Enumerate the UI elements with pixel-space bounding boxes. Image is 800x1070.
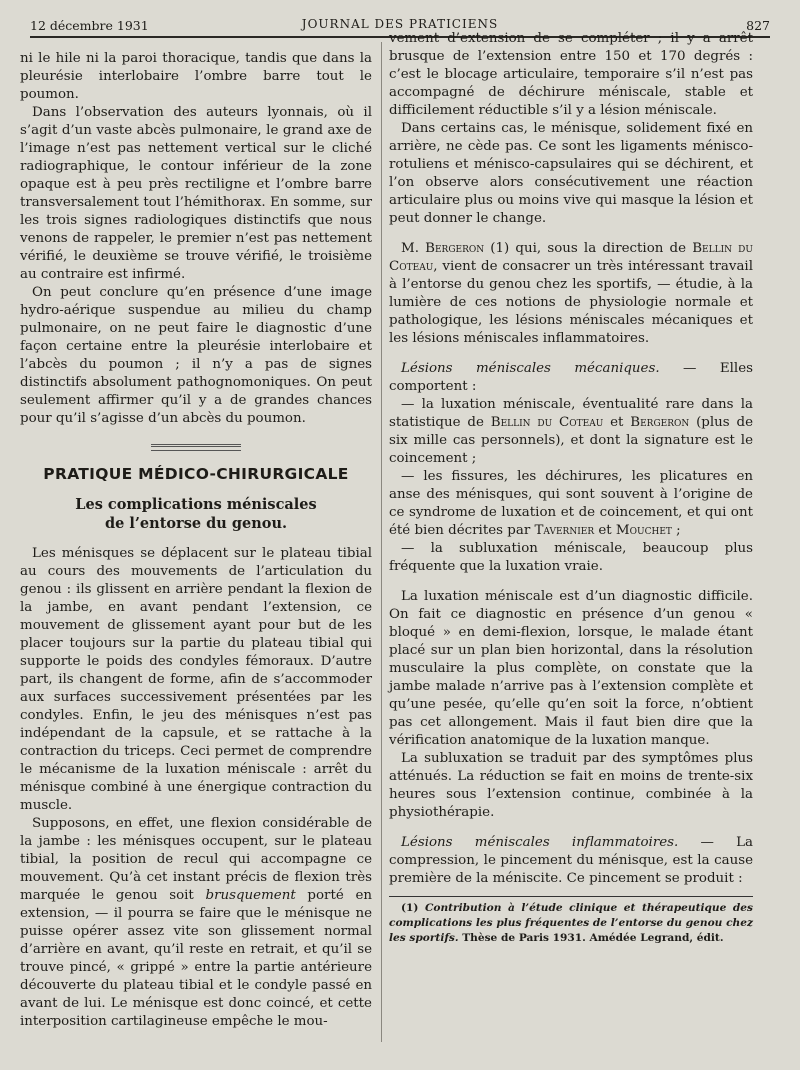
paragraph xyxy=(389,360,753,396)
text-run: ; xyxy=(671,523,681,538)
paragraph: Les ménisques se déplacent sur le plateau tibial au cours des mouvements de l’articulation du genou : ils glissent en arrière pendant la flexion de la jambe, en avant pendant l’extension, ce mouvement de glissement ayant pour but de les placer toujours sur la partie du plateau tibial qui supporte le poids des condyles fémoraux. D’autre part, ils changent de forme, afin de s’accommoder aux surfaces successivement présentées par les condyles. Enfin, le jeu des ménisques n’est pas indépendant de la capsule, et se rattache à la contraction du triceps. Ceci permet de comprendre le mécanisme de la luxation méniscale : arrêt du ménisque combiné à une énergique contraction du muscle. xyxy=(20,546,372,813)
text-run: et xyxy=(603,415,631,430)
subheading: Lésions méniscales mécaniques. xyxy=(401,361,660,376)
author-name: Mouchet xyxy=(615,523,672,538)
paragraph: La luxation méniscale est d’un diagnostic difficile. On fait ce diagnostic en présence d’un genou « bloqué » en demi-flexion, lorsque, le malade étant placé sur un plan bien horizontal, dans la résolution musculaire la plus complète, on constate que la jambe malade n’arrive pas à l’extension complète et qu’une pesée, qu’elle qu’en soit la force, n’obtient pas cet allongement. Mais il faut bien dire que la vérification anatomique de la luxation manque. xyxy=(389,589,753,748)
author-name: Bellin du Coteau xyxy=(389,241,753,274)
section-separator xyxy=(151,444,241,451)
subheading: Lésions méniscales inflammatoires. xyxy=(401,835,679,850)
list-item xyxy=(389,396,753,468)
text-run: (plus de six mille cas personnels), et dont la signature est le coincement ; xyxy=(389,415,753,466)
left-column xyxy=(20,50,372,1031)
text-run: — Elles comportent : xyxy=(389,361,753,394)
author-name: Tavernier xyxy=(534,523,595,538)
text-run: M. xyxy=(401,241,426,256)
paragraph: Dans certains cas, le ménisque, solidement fixé en arrière, ne cède pas. Ce sont les ligaments ménisco-rotuliens et ménisco-capsulaires qui se déchirent, et l’on observe alors consécutivement une réaction articulaire plus ou moins vive qui masque la lésion et peut donner le change. xyxy=(389,121,753,226)
author-name: Bergeron xyxy=(630,415,690,430)
footnote-rule xyxy=(389,896,753,897)
author-name: Bergeron xyxy=(425,241,485,256)
text-run: — La compression, le pincement du ménisque, est la cause première de la méniscite. Ce pincement se produit : xyxy=(389,835,754,886)
paragraph xyxy=(389,240,753,348)
text-run: — les fissures, les déchirures, les plicatures en anse des ménisques, qui sont souvent à l’origine de ce syndrome de luxation et de coincement, et qui ont été bien décrites par xyxy=(389,469,753,538)
paragraph: On peut conclure qu’en présence d’une image hydro-aérique suspendue au milieu du champ pulmonaire, on ne peut faire le diagnostic d’une façon certaine entre la pleurésie interlobaire et l’abcès du poumon ; il n’y a pas de signes distinctifs absolument pathognomoniques. On peut seulement affirmer qu’il y a de grandes chances pour qu’il s’agisse d’un abcès du poumon. xyxy=(20,285,372,426)
paragraph xyxy=(20,815,372,1031)
header-date: 12 décembre 1931 xyxy=(30,18,149,33)
footnote-text: Thèse de Paris 1931. Amédée Legrand, édit. xyxy=(458,932,724,944)
footnote xyxy=(389,901,753,946)
article-title xyxy=(20,495,372,533)
text-run: , vient de consacrer un très intéressant travail à l’entorse du genou chez les sportifs, — étudie, à la lumière de ces notions de physiologie normale et pathologique, les lésions méniscales mécaniques et les lésions méniscales inflammatoires. xyxy=(389,259,753,346)
text-run: — la luxation méniscale, éventualité rare dans la statistique de xyxy=(389,397,753,430)
emphasis: brusquement xyxy=(205,888,296,903)
paragraph: ni le hile ni la paroi thoracique, tandis que dans la pleurésie interlobaire l’ombre barre tout le poumon. xyxy=(20,51,372,102)
list-item: — la subluxation méniscale, beaucoup plus fréquente que la luxation vraie. xyxy=(389,541,753,574)
article-title-line: Les complications méniscales xyxy=(75,496,317,513)
article-title-line: de l’entorse du genou. xyxy=(104,515,288,532)
text-run: et xyxy=(594,523,616,538)
author-name: Bellin du Coteau xyxy=(490,415,604,430)
text-run: Supposons, en effet, une flexion considérable de la jambe : les ménisques occupent, sur le plateau tibial, la position de recul qui accompagne ce mouvement. Qu’à cet instant précis de flexion très marquée le genou soit xyxy=(20,816,372,903)
footnote-number: (1) xyxy=(401,902,425,914)
paragraph: La subluxation se traduit par des symptômes plus atténués. La réduction se fait en moins de trente-six heures sous l’extension continue, combinée à la physiothérapie. xyxy=(389,751,753,820)
section-heading: PRATIQUE MÉDICO-CHIRURGICALE xyxy=(43,465,349,483)
paragraph: vement d’extension de se compléter ; il y a arrêt brusque de l’extension entre 150 et 170 degrés : c’est le blocage articulaire, temporaire s’il n’est pas accompagné de déchirure méniscale, stable et difficilement réductible s’il y a lésion méniscale. xyxy=(389,31,753,118)
column-divider xyxy=(381,42,382,1042)
right-column xyxy=(389,30,753,946)
paragraph xyxy=(389,834,753,888)
header-journal-title: JOURNAL DES PRATICIENS xyxy=(301,17,499,31)
list-item xyxy=(389,468,753,540)
text-run: (1) qui, sous la direction de xyxy=(484,241,693,256)
paragraph: Dans l’observation des auteurs lyonnais, où il s’agit d’un vaste abcès pulmonaire, le grand axe de l’image n’est pas nettement vertical sur le cliché radiographique, le contour inférieur de la zone opaque est à peu près rectiligne et l’ombre barre transversalement tout l’hémithorax. En somme, sur les trois signes radiologiques distinctifs que nous venons de rappeler, le premier n’est pas nettement vérifié, le deuxième se trouve vérifié, le troisième au contraire est infirmé. xyxy=(20,105,372,282)
footnote-title: Contribution à l’étude clinique et thérapeutique des complications les plus fréquentes de l’entorse du genou chez les sportifs. xyxy=(389,902,753,944)
text-run: porté en extension, — il pourra se faire que le ménisque ne puisse opérer assez vite son glissement normal d’arrière en avant, qu’il reste en retrait, et qu’il se trouve pincé, « grippé » entre la partie antérieure découverte du plateau tibial et le condyle passé en avant de lui. Le ménisque est donc coincé, et cette interposition cartilagineuse empêche le mou- xyxy=(20,888,373,1029)
header-page-number: 827 xyxy=(746,18,770,33)
